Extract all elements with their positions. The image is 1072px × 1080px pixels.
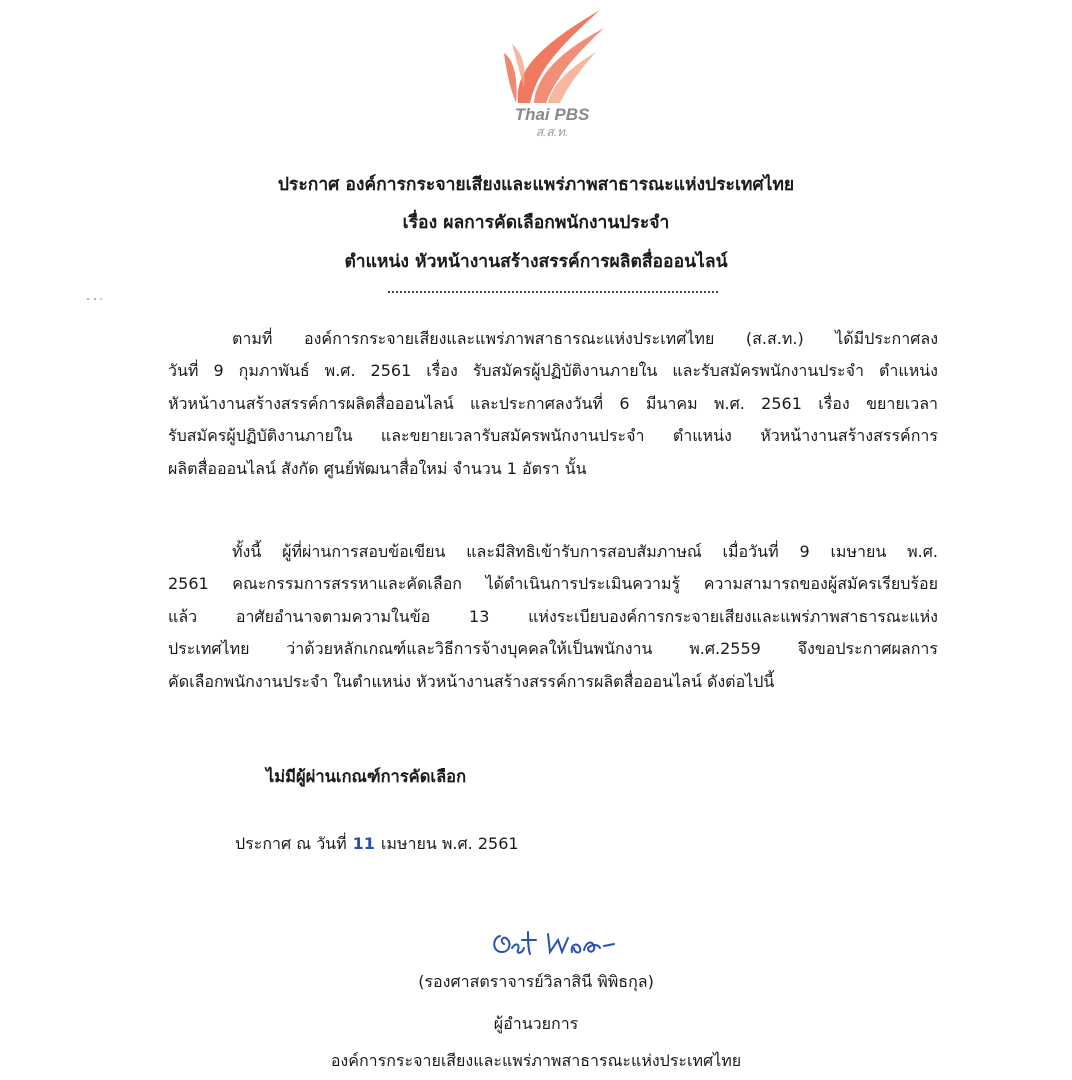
heading-line-1: ประกาศ องค์การกระจายเสียงและแพร่ภาพสาธารณะแห่งประเทศไทย [277, 175, 795, 195]
dotted-divider [388, 291, 718, 293]
date-suffix: เมษายน พ.ศ. 2561 [380, 834, 519, 853]
paragraph-1-line: ตามที่ องค์การกระจายเสียงและแพร่ภาพสาธารณะแห่งประเทศไทย (ส.ส.ท.) ได้มีประกาศลง [232, 329, 938, 348]
paragraph-2-line: ทั้งนี้ ผู้ที่ผ่านการสอบข้อเขียน และมีสิทธิเข้ารับการสอบสัมภาษณ์ เมื่อวันที่ 9 เมษายน พ.ศ. [232, 542, 938, 561]
signatory-organization: องค์การกระจายเสียงและแพร่ภาพสาธารณะแห่งประเทศไทย [330, 1051, 742, 1070]
selection-result: ไม่มีผู้ผ่านเกณฑ์การคัดเลือก [266, 767, 467, 786]
announcement-date [235, 832, 519, 856]
bird-feather-icon [496, 8, 608, 108]
body-paragraph-1 [168, 323, 938, 485]
body-paragraph-2 [168, 536, 938, 698]
scan-speck [86, 286, 104, 290]
heading-line-3: ตำแหน่ง หัวหน้างานสร้างสรรค์การผลิตสื่อออนไลน์ [344, 252, 728, 272]
logo-brand-subtitle: ส.ส.ท. [535, 125, 569, 139]
paragraph-1-line: หัวหน้างานสร้างสรรค์การผลิตสื่อออนไลน์ และประกาศลงวันที่ 6 มีนาคม พ.ศ. 2561 เรื่อง ขยายเวลา [168, 393, 938, 413]
signatory-name: (รองศาสตราจารย์วิลาสินี พิพิธกุล) [418, 972, 654, 991]
date-day: 11 [352, 834, 375, 853]
paragraph-2-line: ประเทศไทย ว่าด้วยหลักเกณฑ์และวิธีการจ้างบุคคลให้เป็นพนักงาน พ.ศ.2559 จึงขอประกาศผลการ [168, 639, 938, 659]
date-prefix: ประกาศ ณ วันที่ [235, 834, 347, 853]
paragraph-1-line: รับสมัครผู้ปฏิบัติงานภายใน และขยายเวลารับสมัครพนักงานประจำ ตำแหน่ง หัวหน้างานสร้างสรรค์การ [168, 426, 938, 446]
paragraph-1-line: วันที่ 9 กุมภาพันธ์ พ.ศ. 2561 เรื่อง รับสมัครผู้ปฏิบัติงานภายใน และรับสมัครพนักงานประจำ ตำแหน่ง [168, 361, 938, 381]
handwritten-signature [488, 918, 628, 968]
heading-line-2: เรื่อง ผลการคัดเลือกพนักงานประจำ [402, 213, 670, 233]
paragraph-2-line: แล้ว อาศัยอำนาจตามความในข้อ 13 แห่งระเบียบองค์การกระจายเสียงและแพร่ภาพสาธารณะแห่ง [168, 606, 938, 626]
logo-brand-name: Thai PBS [514, 105, 590, 124]
paragraph-2-line: คัดเลือกพนักงานประจำ ในตำแหน่ง หัวหน้างานสร้างสรรค์การผลิตสื่อออนไลน์ ดังต่อไปนี้ [168, 671, 775, 691]
paragraph-1-line: ผลิตสื่อออนไลน์ สังกัด ศูนย์พัฒนาสื่อใหม่ จำนวน 1 อัตรา นั้น [168, 458, 587, 478]
signatory-title: ผู้อำนวยการ [493, 1014, 579, 1033]
paragraph-2-line: 2561 คณะกรรมการสรรหาและคัดเลือก ได้ดำเนินการประเมินความรู้ ความสามารถของผู้สมัครเรียบร้อย [168, 574, 938, 594]
